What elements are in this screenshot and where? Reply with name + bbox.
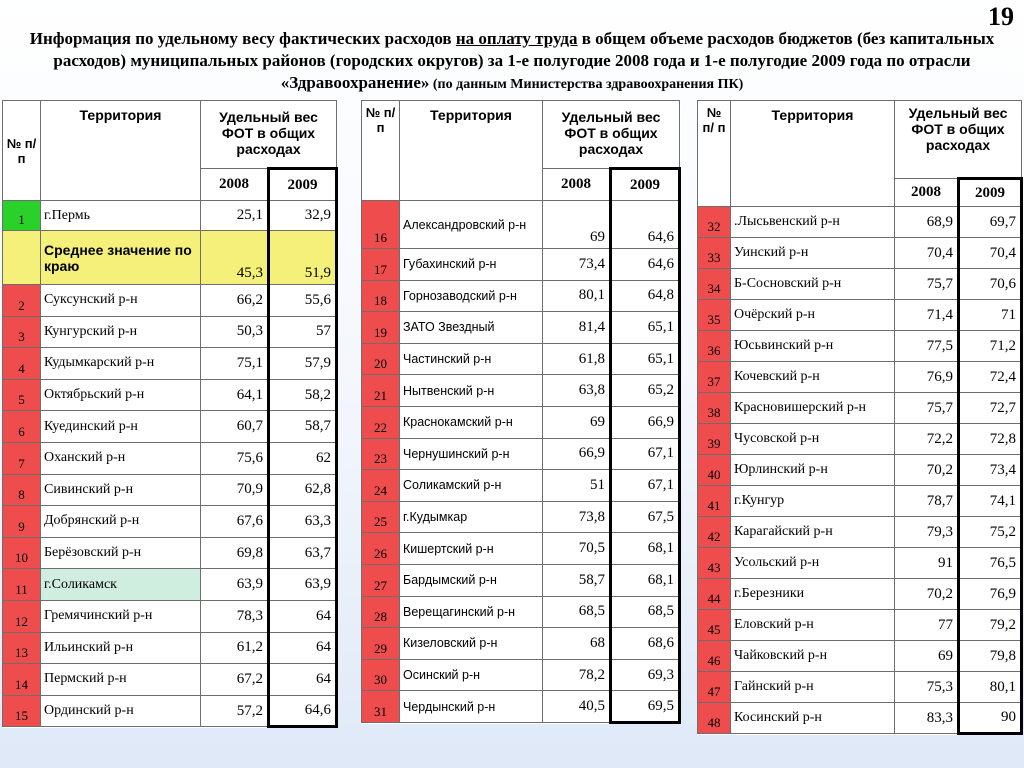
territory-name: Чайковский р-н: [731, 641, 895, 672]
row-number: 20: [362, 343, 400, 375]
territory-name: Ординский р-н: [41, 695, 201, 727]
table-row: [698, 455, 1022, 486]
row-number: 5: [3, 379, 41, 411]
value-2009: 70,4: [959, 238, 1022, 269]
row-number: 43: [698, 548, 731, 579]
territory-name: Пермский р-н: [41, 664, 201, 696]
page-title: [0, 28, 1024, 96]
value-2008: 70,5: [543, 533, 611, 565]
value-2009: 62,8: [269, 474, 337, 506]
territory-name: Частинский р-н: [400, 343, 543, 375]
value-2008: 72,2: [895, 424, 959, 455]
value-2009: 62: [269, 442, 337, 474]
value-2008: 68,5: [543, 596, 611, 628]
table-row: [3, 201, 337, 231]
territory-name: .Лысьвенский р-н: [731, 207, 895, 238]
value-2009: 64,6: [611, 249, 680, 281]
row-number: 11: [3, 569, 41, 601]
header-2009: 2009: [959, 179, 1022, 207]
title-part2: в общем объеме расходов бюджетов (без капитальных расходов) муниципальных районов (городских округов) за 1-е полугодие 2008 года и 1-е полугодие 2009 года по отрасли «Здравоохранение»: [53, 29, 995, 92]
row-number: 37: [698, 362, 731, 393]
value-2009: 64,6: [269, 695, 337, 727]
row-number: 38: [698, 393, 731, 424]
value-2008: 63,9: [201, 569, 269, 601]
row-number: 22: [362, 406, 400, 438]
row-number: 47: [698, 672, 731, 703]
table-territories-3: [697, 100, 1023, 735]
table-row: [698, 579, 1022, 610]
value-2009: 63,3: [269, 506, 337, 538]
value-2008: 78,7: [895, 486, 959, 517]
row-number: 33: [698, 238, 731, 269]
table-row: [3, 506, 337, 538]
territory-name: Кунгурский р-н: [41, 316, 201, 348]
value-2008: 75,7: [895, 269, 959, 300]
value-2009: 69,3: [611, 659, 680, 691]
value-2008: 51: [543, 470, 611, 502]
row-number: 45: [698, 610, 731, 641]
territory-name: Оханский р-н: [41, 442, 201, 474]
value-2008: 68,9: [895, 207, 959, 238]
territory-name: Соликамский р-н: [400, 470, 543, 502]
value-2009: 64,6: [611, 201, 680, 249]
row-number: 30: [362, 659, 400, 691]
value-2009: 63,9: [269, 569, 337, 601]
value-2009: 79,2: [959, 610, 1022, 641]
header-2008: 2008: [895, 179, 959, 207]
value-2008: 69: [543, 406, 611, 438]
value-2008: 61,8: [543, 343, 611, 375]
value-2008: 58,7: [543, 564, 611, 596]
territory-name: Кизеловский р-н: [400, 628, 543, 660]
row-number: 3: [3, 316, 41, 348]
value-2008: 67,2: [201, 664, 269, 696]
table-row: [698, 207, 1022, 238]
table-row: [698, 486, 1022, 517]
territory-name: Карагайский р-н: [731, 517, 895, 548]
row-number: 39: [698, 424, 731, 455]
value-2008: 64,1: [201, 379, 269, 411]
table-row: [3, 632, 337, 664]
table-territories-2: [361, 100, 681, 724]
table-row: [362, 406, 680, 438]
territory-name: Краснокамский р-н: [400, 406, 543, 438]
header-share: Удельный вес ФОТ в общих расходах: [895, 101, 1022, 179]
value-2008: 83,3: [895, 703, 959, 734]
value-2008: 81,4: [543, 312, 611, 344]
title-underlined: на оплату труда: [455, 29, 578, 48]
territory-name: Горнозаводский р-н: [400, 280, 543, 312]
header-2008: 2008: [543, 169, 611, 201]
territory-name: Гремячинский р-н: [41, 600, 201, 632]
value-2008: 63,8: [543, 375, 611, 407]
table-row: [3, 695, 337, 727]
row-number: 23: [362, 438, 400, 470]
header-share: Удельный вес ФОТ в общих расходах: [201, 101, 337, 169]
table-row: [698, 362, 1022, 393]
territory-name: Очёрский р-н: [731, 300, 895, 331]
table-row: [362, 628, 680, 660]
table-row: [362, 691, 680, 723]
territory-name: Юсьвинский р-н: [731, 331, 895, 362]
row-number: 6: [3, 411, 41, 443]
value-2009: 63,7: [269, 537, 337, 569]
table-row: [698, 703, 1022, 734]
value-2008: 75,7: [895, 393, 959, 424]
value-2009: 65,1: [611, 343, 680, 375]
table-row: [362, 438, 680, 470]
table-row: [3, 442, 337, 474]
header-num: № п/ п: [362, 101, 400, 201]
table-row: [362, 375, 680, 407]
row-number: 16: [362, 201, 400, 249]
territory-name: Косинский р-н: [731, 703, 895, 734]
territory-name: Октябрьский р-н: [41, 379, 201, 411]
row-number: 34: [698, 269, 731, 300]
row-number: 28: [362, 596, 400, 628]
territory-name: Нытвенский р-н: [400, 375, 543, 407]
average-num-cell: [3, 231, 41, 285]
territory-name: г.Пермь: [41, 201, 201, 231]
value-2008: 79,3: [895, 517, 959, 548]
row-number: 8: [3, 474, 41, 506]
territory-name: Гайнский р-н: [731, 672, 895, 703]
table-row: [362, 659, 680, 691]
value-2008: 75,3: [895, 672, 959, 703]
value-2008: 70,2: [895, 579, 959, 610]
row-number: 17: [362, 249, 400, 281]
value-2008: 60,7: [201, 411, 269, 443]
value-2008: 66,2: [201, 285, 269, 317]
value-2008: 78,2: [543, 659, 611, 691]
value-2009: 69,7: [959, 207, 1022, 238]
row-number: 46: [698, 641, 731, 672]
row-number: 36: [698, 331, 731, 362]
value-2009: 65,2: [611, 375, 680, 407]
row-number: 41: [698, 486, 731, 517]
value-2008: 80,1: [543, 280, 611, 312]
table-row: [3, 600, 337, 632]
row-number: 19: [362, 312, 400, 344]
value-2009: 57: [269, 316, 337, 348]
table-row: [698, 517, 1022, 548]
row-number: 29: [362, 628, 400, 660]
value-2008: 69: [543, 201, 611, 249]
row-number: 10: [3, 537, 41, 569]
header-2009: 2009: [269, 169, 337, 201]
row-number: 18: [362, 280, 400, 312]
table-row: [698, 610, 1022, 641]
table-row: [362, 596, 680, 628]
value-2008: 77,5: [895, 331, 959, 362]
value-2009: 64: [269, 632, 337, 664]
territory-name: Бардымский р-н: [400, 564, 543, 596]
row-number: 24: [362, 470, 400, 502]
row-number: 40: [698, 455, 731, 486]
value-2008: 77: [895, 610, 959, 641]
row-number: 35: [698, 300, 731, 331]
value-2008: 71,4: [895, 300, 959, 331]
table-row: [362, 312, 680, 344]
value-2009: 64,8: [611, 280, 680, 312]
value-2008: 91: [895, 548, 959, 579]
title-part1: Информация по удельному весу фактических расходов: [29, 29, 456, 48]
table-row: [698, 238, 1022, 269]
value-2009: 76,5: [959, 548, 1022, 579]
row-number: 31: [362, 691, 400, 723]
territory-name: Верещагинский р-н: [400, 596, 543, 628]
header-2008: 2008: [201, 169, 269, 201]
value-2009: 72,7: [959, 393, 1022, 424]
header-2009: 2009: [611, 169, 680, 201]
territory-name: Сивинский р-н: [41, 474, 201, 506]
value-2009: 51,9: [269, 231, 337, 285]
table-row: [698, 269, 1022, 300]
territory-name: Осинский р-н: [400, 659, 543, 691]
territory-name: Еловский р-н: [731, 610, 895, 641]
value-2009: 68,5: [611, 596, 680, 628]
value-2008: 45,3: [201, 231, 269, 285]
row-number: 25: [362, 501, 400, 533]
territory-name: Кудымкарский р-н: [41, 348, 201, 380]
territory-name: Красновишерский р-н: [731, 393, 895, 424]
value-2009: 69,5: [611, 691, 680, 723]
row-number: 14: [3, 664, 41, 696]
row-number: 9: [3, 506, 41, 538]
value-2008: 25,1: [201, 201, 269, 231]
territory-name: Чернушинский р-н: [400, 438, 543, 470]
value-2008: 50,3: [201, 316, 269, 348]
table-territories-1: [2, 100, 338, 728]
value-2009: 67,5: [611, 501, 680, 533]
table-row: [3, 411, 337, 443]
value-2009: 90: [959, 703, 1022, 734]
value-2009: 79,8: [959, 641, 1022, 672]
value-2008: 40,5: [543, 691, 611, 723]
territory-name: Среднее значение по краю: [41, 231, 201, 285]
row-number: 1: [3, 201, 41, 231]
value-2008: 69,8: [201, 537, 269, 569]
row-number: 21: [362, 375, 400, 407]
table-row: [698, 641, 1022, 672]
row-number: 48: [698, 703, 731, 734]
value-2009: 58,7: [269, 411, 337, 443]
table-row: [3, 537, 337, 569]
value-2008: 73,4: [543, 249, 611, 281]
territory-name: Кочевский р-н: [731, 362, 895, 393]
territory-name: Добрянский р-н: [41, 506, 201, 538]
table-row: [3, 664, 337, 696]
header-territory: Территория: [41, 101, 201, 201]
value-2009: 68,6: [611, 628, 680, 660]
row-number: 12: [3, 600, 41, 632]
row-number: 32: [698, 207, 731, 238]
value-2008: 73,8: [543, 501, 611, 533]
header-share: Удельный вес ФОТ в общих расходах: [543, 101, 680, 169]
table-row: [3, 379, 337, 411]
row-number: 2: [3, 285, 41, 317]
value-2009: 32,9: [269, 201, 337, 231]
value-2009: 65,1: [611, 312, 680, 344]
value-2009: 73,4: [959, 455, 1022, 486]
row-number: 7: [3, 442, 41, 474]
value-2008: 78,3: [201, 600, 269, 632]
value-2009: 67,1: [611, 470, 680, 502]
value-2008: 76,9: [895, 362, 959, 393]
value-2009: 66,9: [611, 406, 680, 438]
value-2008: 70,2: [895, 455, 959, 486]
header-num: № п/ п: [3, 101, 41, 201]
value-2009: 76,9: [959, 579, 1022, 610]
table-row: [698, 393, 1022, 424]
value-2009: 72,8: [959, 424, 1022, 455]
territory-name: Чердынский р-н: [400, 691, 543, 723]
value-2009: 68,1: [611, 533, 680, 565]
value-2008: 68: [543, 628, 611, 660]
territory-name: г.Березники: [731, 579, 895, 610]
territory-name: г.Кудымкар: [400, 501, 543, 533]
territory-name: Б-Сосновский р-н: [731, 269, 895, 300]
value-2008: 61,2: [201, 632, 269, 664]
value-2009: 71,2: [959, 331, 1022, 362]
table-row: [3, 285, 337, 317]
value-2009: 70,6: [959, 269, 1022, 300]
territory-name: Уинский р-н: [731, 238, 895, 269]
value-2009: 64: [269, 600, 337, 632]
header-num: № п/ п: [698, 101, 731, 207]
table-row: [362, 343, 680, 375]
value-2009: 72,4: [959, 362, 1022, 393]
table-row: [362, 201, 680, 249]
value-2009: 58,2: [269, 379, 337, 411]
table-row: [362, 564, 680, 596]
value-2008: 75,1: [201, 348, 269, 380]
row-number: 27: [362, 564, 400, 596]
territory-name: Усольский р-н: [731, 548, 895, 579]
value-2009: 68,1: [611, 564, 680, 596]
table-row: [698, 672, 1022, 703]
table-row: [362, 533, 680, 565]
value-2009: 64: [269, 664, 337, 696]
table-row: [362, 470, 680, 502]
table-row: [698, 300, 1022, 331]
value-2009: 71: [959, 300, 1022, 331]
territory-name: Суксунский р-н: [41, 285, 201, 317]
value-2009: 80,1: [959, 672, 1022, 703]
row-number: 26: [362, 533, 400, 565]
table-row: [3, 569, 337, 601]
row-number: 44: [698, 579, 731, 610]
table-row: [698, 548, 1022, 579]
value-2009: 67,1: [611, 438, 680, 470]
value-2008: 70,9: [201, 474, 269, 506]
value-2009: 75,2: [959, 517, 1022, 548]
territory-name: Александровский р-н: [400, 201, 543, 249]
row-number: 15: [3, 695, 41, 727]
header-territory: Территория: [400, 101, 543, 201]
territory-name: Чусовской р-н: [731, 424, 895, 455]
value-2009: 55,6: [269, 285, 337, 317]
row-number: 42: [698, 517, 731, 548]
page-number: 19: [988, 2, 1014, 31]
territory-name: Кишертский р-н: [400, 533, 543, 565]
value-2009: 57,9: [269, 348, 337, 380]
value-2008: 69: [895, 641, 959, 672]
table-row: [362, 280, 680, 312]
header-territory: Территория: [731, 101, 895, 207]
value-2008: 66,9: [543, 438, 611, 470]
territory-name: г.Кунгур: [731, 486, 895, 517]
value-2008: 57,2: [201, 695, 269, 727]
table-row: [3, 474, 337, 506]
territory-name: Берёзовский р-н: [41, 537, 201, 569]
territory-name: Ильинский р-н: [41, 632, 201, 664]
value-2008: 67,6: [201, 506, 269, 538]
value-2008: 75,6: [201, 442, 269, 474]
territory-name: г.Соликамск: [41, 569, 201, 601]
row-number: 13: [3, 632, 41, 664]
table-row: [362, 501, 680, 533]
table-row: [3, 348, 337, 380]
title-source: (по данным Министерства здравоохранения ПК): [429, 77, 744, 92]
table-row: [3, 316, 337, 348]
table-row: [362, 249, 680, 281]
territory-name: Куединский р-н: [41, 411, 201, 443]
table-row: [698, 331, 1022, 362]
territory-name: Губахинский р-н: [400, 249, 543, 281]
table-row: [698, 424, 1022, 455]
value-2008: 70,4: [895, 238, 959, 269]
territory-name: Юрлинский р-н: [731, 455, 895, 486]
row-number: 4: [3, 348, 41, 380]
value-2009: 74,1: [959, 486, 1022, 517]
average-row: [3, 231, 337, 285]
territory-name: ЗАТО Звездный: [400, 312, 543, 344]
